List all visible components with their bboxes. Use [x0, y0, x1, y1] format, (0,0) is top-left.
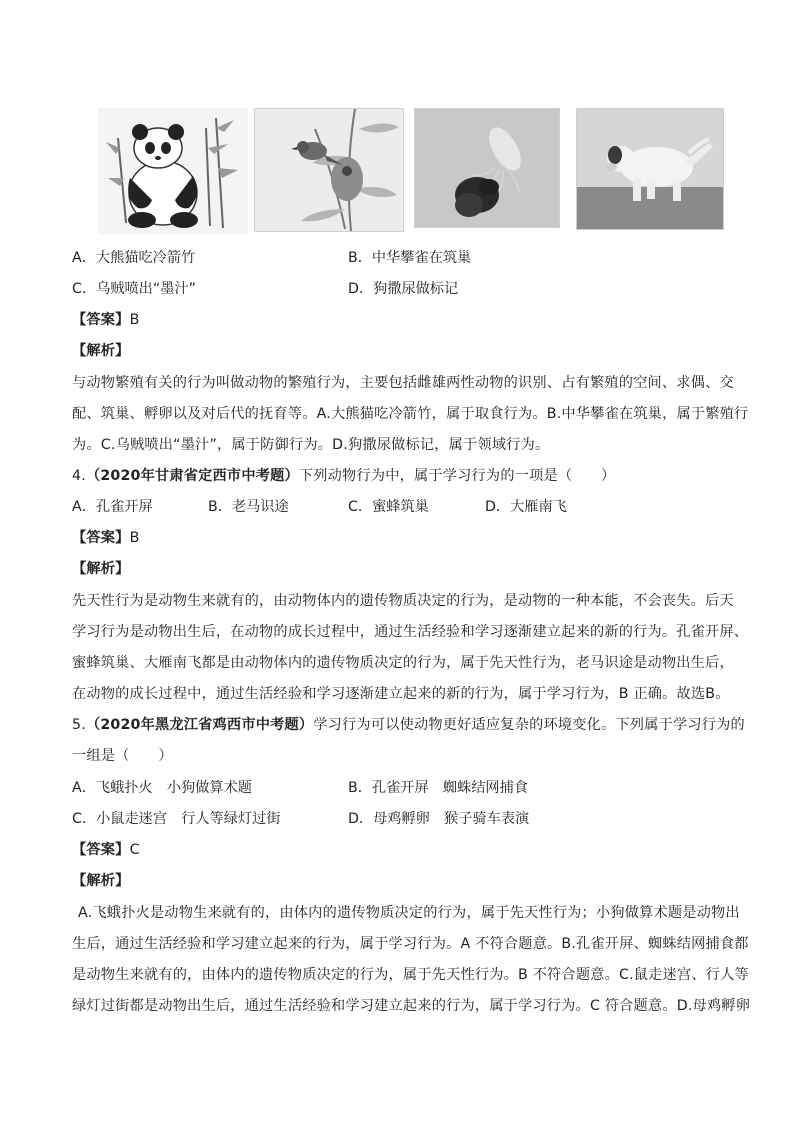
question-text: 下列动物行为中，属于学习行为的一项是（ ）: [298, 468, 616, 484]
bird-nest-photo: [254, 108, 404, 232]
answer-tag: 【答案】: [72, 842, 130, 858]
q4-analysis-tag: 【解析】: [72, 561, 130, 577]
answer-tag: 【答案】: [72, 530, 130, 546]
panda-photo: [98, 108, 248, 234]
q4-analysis-line: 学习行为是动物出生后，在动物的成长过程中，通过生活经验和学习逐渐建立起来的新的行为。孔雀开屏、: [72, 624, 749, 640]
q5-analysis-line: 绿灯过街都是动物出生后，通过生活经验和学习建立起来的行为，属于学习行为。C 符合题意。D.母鸡孵卵: [72, 998, 751, 1014]
q4-option-d: D．大雁南飞: [485, 499, 567, 515]
q4-answer: [72, 528, 140, 548]
q3-option-a: A．大熊猫吃冷箭竹: [72, 250, 196, 266]
q4-option-b: B．老马识途: [208, 499, 289, 515]
q4-option-c: C．蜜蜂筑巢: [348, 499, 429, 515]
q5-option-c: C．小鼠走迷宫 行人等绿灯过街: [72, 811, 281, 827]
squid-ink-photo: [414, 108, 560, 228]
q5-analysis-line: 生后，通过生活经验和学习建立起来的行为，属于学习行为。A 不符合题意。B.孔雀开屏、蜘蛛结网捕食都: [72, 936, 749, 952]
question-source: （2020年甘肃省定西市中考题）: [85, 468, 299, 484]
q4-stem: [72, 466, 615, 486]
answer-tag: 【答案】: [72, 312, 130, 328]
q4-option-a: A．孔雀开屏: [72, 499, 153, 515]
q5-option-a: A．飞蛾扑火 小狗做算术题: [72, 780, 252, 796]
q5-option-d: D．母鸡孵卵 猴子骑车表演: [348, 811, 530, 827]
question-text: 学习行为可以使动物更好适应复杂的环境变化。下列属于学习行为的: [313, 717, 745, 733]
q5-stem-cont: 一组是（ ）: [72, 748, 173, 764]
q3-analysis-line: 与动物繁殖有关的行为叫做动物的繁殖行为，主要包括雌雄两性动物的识别、占有繁殖的空间、求偶、交: [72, 375, 734, 391]
q3-option-b: B．中华攀雀在筑巢: [348, 250, 472, 266]
q3-option-c: C．乌贼喷出“墨汁”: [72, 281, 196, 297]
answer-value: B: [129, 530, 140, 546]
q3-answer: [72, 310, 140, 330]
q5-analysis-line: 是动物生来就有的，由体内的遗传物质决定的行为，属于先天性行为。B 不符合题意。C.鼠走迷宫、行人等: [72, 967, 749, 983]
q3-option-d: D．狗撒尿做标记: [348, 281, 459, 297]
q3-analysis-tag: 【解析】: [72, 343, 130, 359]
q3-analysis-line: 配、筑巢、孵卵以及对后代的抚育等。A.大熊猫吃冷箭竹，属于取食行为。B.中华攀雀在筑巢，属于繁殖行: [72, 406, 749, 422]
answer-value: C: [129, 842, 140, 858]
q4-analysis-line: 蜜蜂筑巢、大雁南飞都是由动物体内的遗传物质决定的行为，属于先天性行为，老马识途是动物出生后，: [72, 655, 734, 671]
q4-analysis-line: 在动物的成长过程中，通过生活经验和学习逐渐建立起来的新的行为，属于学习行为，B 正确。故选B。: [72, 686, 730, 702]
q4-analysis-line: 先天性行为是动物生来就有的，由动物体内的遗传物质决定的行为，是动物的一种本能，不会丧失。后天: [72, 593, 734, 609]
q5-answer: [72, 840, 140, 860]
q5-analysis-line: A.飞蛾扑火是动物生来就有的，由体内的遗传物质决定的行为，属于先天性行为；小狗做算术题是动物出: [78, 905, 740, 921]
q3-analysis-line: 为。C.乌贼喷出“墨汁”，属于防御行为。D.狗撒尿做标记，属于领域行为。: [72, 437, 550, 453]
q5-analysis-tag: 【解析】: [72, 873, 130, 889]
answer-value: B: [129, 312, 140, 328]
q5-stem: [72, 715, 745, 735]
question-number: 5.: [72, 717, 86, 733]
question-source: （2020年黑龙江省鸡西市中考题）: [85, 717, 314, 733]
dog-marking-photo: [576, 108, 724, 230]
question-number: 4.: [72, 468, 86, 484]
q5-option-b: B．孔雀开屏 蜘蛛结网捕食: [348, 780, 528, 796]
question-image-row: [98, 108, 722, 234]
